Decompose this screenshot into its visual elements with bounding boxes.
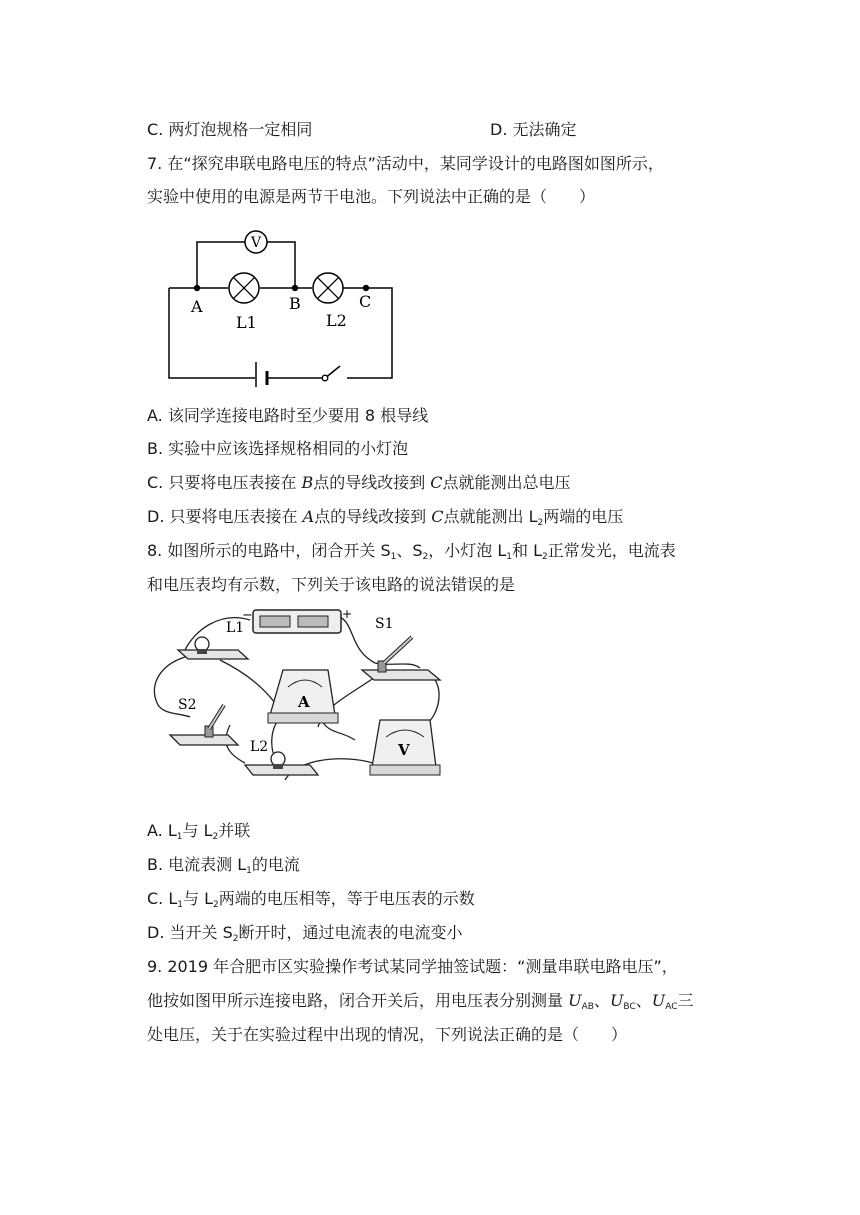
q9-stem-line1: 9. 2019 年合肥市区实验操作考试某同学抽签试题：“测量串联电路电压”， [147, 957, 678, 976]
q6-option-d: D. 无法确定 [490, 120, 577, 139]
q8-option-c: C. $L_1$与 $L_2$两端的电压相等，等于电压表的示数 [147, 889, 475, 910]
q8-circuit-picture [150, 605, 450, 795]
lamp-l1-board [178, 620, 248, 659]
node-a-label: A [191, 297, 203, 316]
voltmeter-symbol [245, 231, 267, 253]
node-c-dot [363, 285, 369, 291]
svg-text:A: A [298, 693, 310, 711]
svg-text:L1: L1 [226, 620, 245, 636]
q8-option-b: B. 电流表测 $L_1$的电流 [147, 855, 300, 876]
lamp-l2-label: L2 [326, 311, 347, 330]
switch-symbol [322, 375, 328, 381]
svg-text:S1: S1 [375, 616, 394, 632]
svg-text:V: V [398, 741, 410, 759]
q8-stem-line1: 8. 如图所示的电路中，闭合开关 $S_1$、$S_2$，小灯泡 $L_1$和 $L_2$正常发光，电流表 [147, 541, 676, 562]
svg-text:V: V [250, 235, 262, 251]
svg-text:L2: L2 [250, 739, 269, 755]
lamp-l2-symbol [313, 273, 343, 303]
q7-option-a: A. 该同学连接电路时至少要用 8 根导线 [147, 406, 429, 425]
q7-stem-line2: 实验中使用的电源是两节干电池。下列说法中正确的是（ ） [147, 187, 596, 206]
svg-text:S2: S2 [178, 697, 197, 713]
q7-option-d: D. 只要将电压表接在 A点的导线改接到 C点就能测出 $L_2$两端的电压 [147, 507, 624, 528]
q8-option-d: D. 当开关 $S_2$断开时，通过电流表的电流变小 [147, 923, 463, 944]
q6-option-c: C. 两灯泡规格一定相同 [147, 120, 313, 139]
q8-option-a: A. $L_1$与 $L_2$并联 [147, 821, 251, 842]
q7-stem-line1: 7. 在“探究串联电路电压的特点”活动中，某同学设计的电路图如图所示， [147, 154, 664, 173]
q9-stem-line2: 他按如图甲所示连接电路，闭合开关后，用电压表分别测量 $U_{AB}$、$U_{BC}$、$U_{AC}$三 [147, 991, 694, 1012]
node-b-label: B [289, 294, 301, 313]
lamp-l1-symbol [229, 273, 259, 303]
q8-stem-line2: 和电压表均有示数，下列关于该电路的说法错误的是 [147, 575, 516, 594]
q7-option-b: B. 实验中应该选择规格相同的小灯泡 [147, 439, 409, 458]
svg-text:−: − [242, 608, 253, 623]
voltmeter [370, 720, 440, 775]
battery-symbol [256, 362, 267, 387]
battery-box [242, 607, 352, 633]
ammeter [268, 670, 338, 723]
node-a-dot [194, 285, 200, 291]
q7-circuit-diagram [160, 222, 400, 387]
node-b-dot [292, 285, 298, 291]
switch-s1 [362, 616, 440, 680]
lamp-l1-label: L1 [236, 313, 257, 332]
switch-s2 [170, 697, 238, 745]
svg-text:+: + [342, 607, 353, 621]
q9-stem-line3: 处电压，关于在实验过程中出现的情况，下列说法正确的是（ ） [147, 1025, 628, 1044]
node-c-label: C [359, 292, 372, 311]
lamp-l2-board [245, 739, 318, 775]
q7-option-c: C. 只要将电压表接在 B点的导线改接到 C点就能测出总电压 [147, 473, 571, 492]
